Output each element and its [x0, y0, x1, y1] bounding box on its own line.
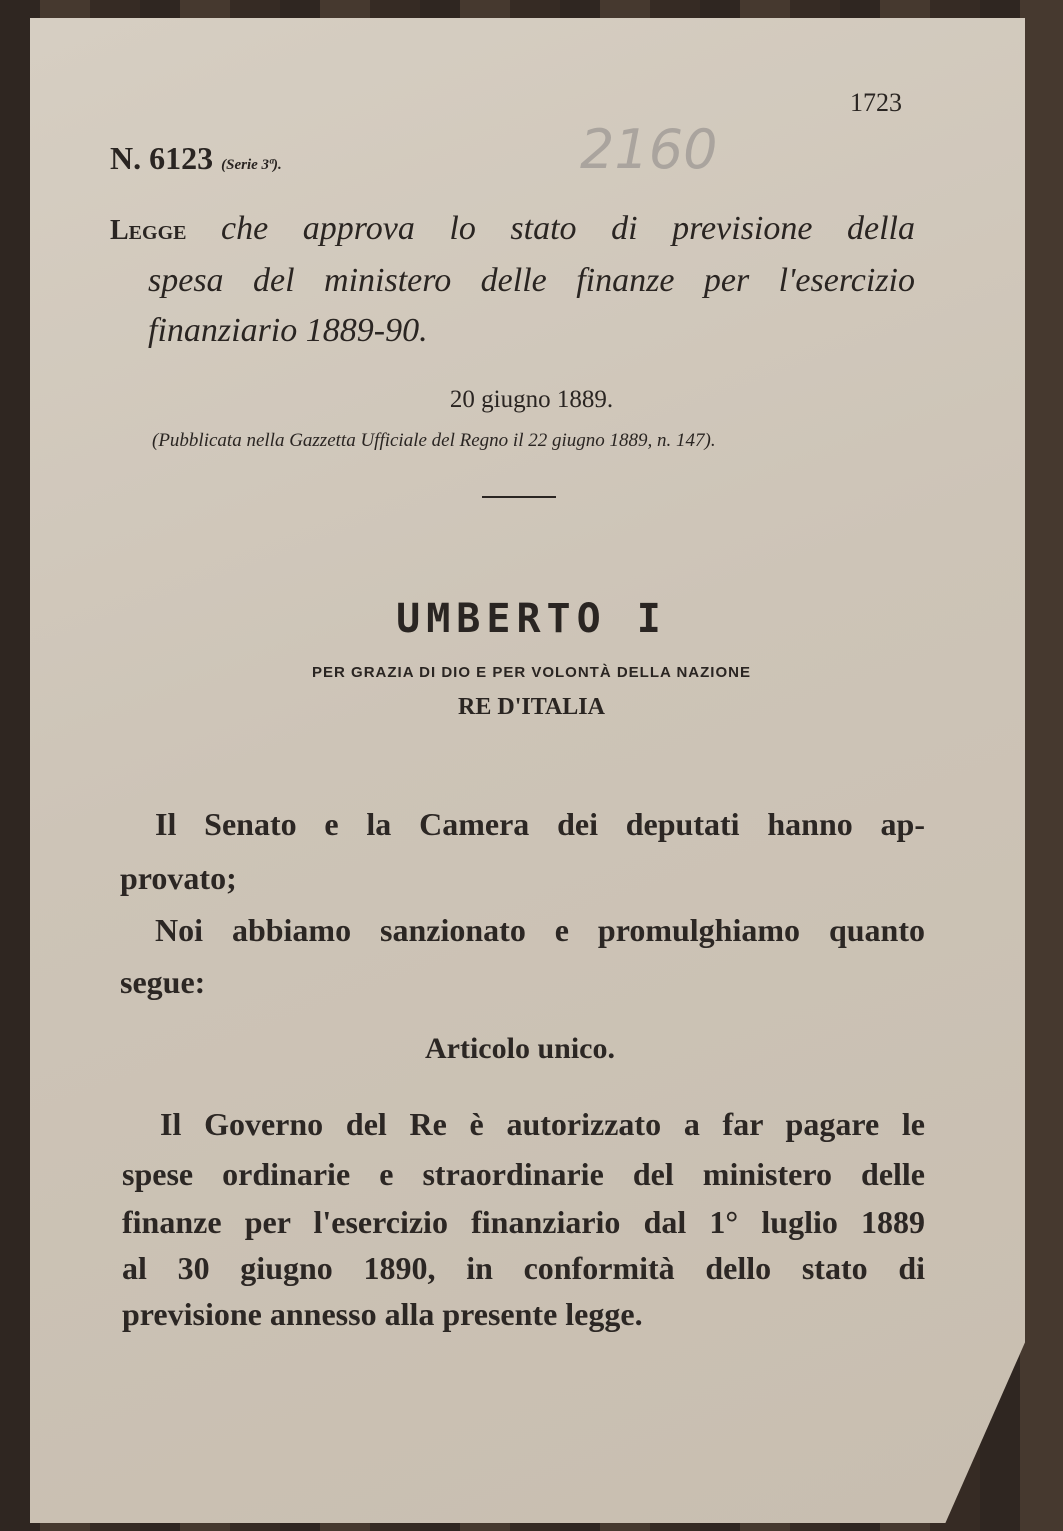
series: (Serie 3ª).	[221, 157, 282, 173]
article-line-4: al 30 giugno 1890, in conformità dello stato di	[122, 1250, 925, 1286]
separator-rule	[482, 496, 556, 498]
royal-title: RE D'ITALIA	[458, 694, 605, 720]
page-number: 1723	[850, 88, 902, 117]
publication-note: (Pubblicata nella Gazzetta Ufficiale del Regno il 22 giugno 1889, n. 147).	[152, 430, 716, 451]
title-lead: Legge	[110, 215, 187, 246]
article-line-5: previsione annesso alla presente legge.	[122, 1296, 643, 1332]
preamble-line-4: segue:	[120, 964, 206, 1000]
preamble-line-2: provato;	[120, 860, 237, 896]
title-line-1-text: che approva lo stato di previsione della	[221, 210, 916, 247]
preamble-line-1: Il Senato e la Camera dei deputati hanno ap-	[155, 806, 925, 842]
title-line-2: spesa del ministero delle finanze per l'esercizio	[148, 262, 915, 299]
title-line-3: finanziario 1889-90.	[148, 312, 428, 349]
law-date: 20 giugno 1889.	[449, 386, 614, 413]
handwritten-note: 2160	[580, 118, 718, 181]
preamble-line-3: Noi abbiamo sanzionato e promulghiamo quanto	[155, 912, 925, 948]
royal-formula: PER GRAZIA DI DIO E PER VOLONTÀ DELLA NAZIONE	[312, 664, 751, 681]
article-line-3: finanze per l'esercizio finanziario dal 1° luglio 1889	[122, 1204, 925, 1240]
article-heading: Articolo unico.	[425, 1032, 615, 1065]
king-name: UMBERTO I	[396, 596, 667, 642]
title-line-1	[110, 210, 915, 248]
law-number-text: N. 6123	[110, 140, 214, 176]
law-number	[110, 140, 282, 177]
article-line-1: Il Governo del Re è autorizzato a far pagare le	[160, 1106, 925, 1142]
article-line-2: spese ordinarie e straordinarie del ministero delle	[122, 1156, 925, 1192]
